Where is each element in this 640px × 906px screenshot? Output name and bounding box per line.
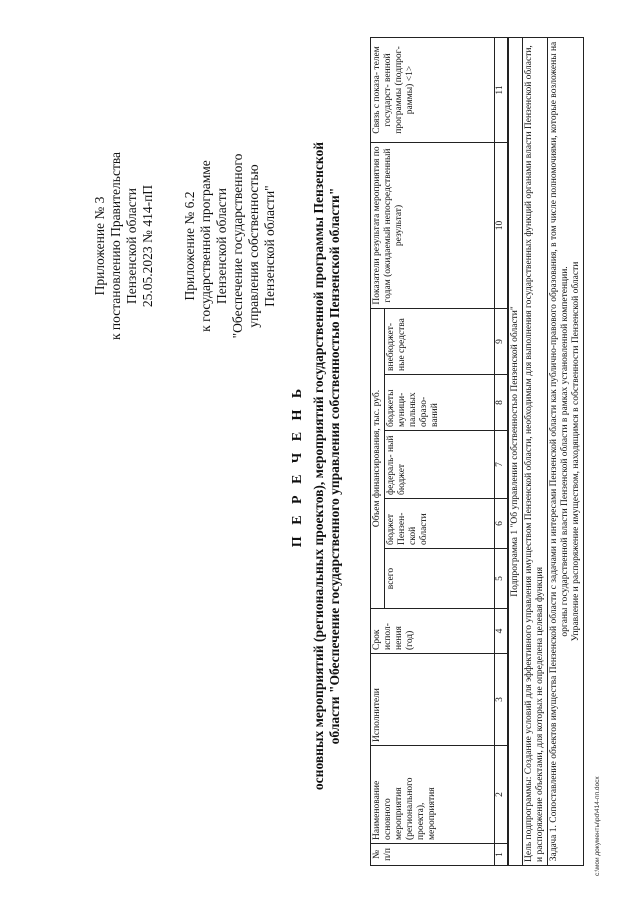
header-cell-results: Показатели результата мероприятия по годам (ожидаемый непосредственный результат)	[371, 142, 495, 308]
subprogram-row	[508, 37, 523, 865]
column-number: 4	[495, 609, 509, 654]
title-line: основных мероприятий (региональных проектов), мероприятий государственной программы Пензенской	[311, 141, 326, 791]
title-heading: П Е Р Е Ч Е Н Ь	[290, 384, 305, 548]
appendix-line: к постановлению Правительства	[108, 151, 123, 341]
title-line: области "Обеспечение государственного управления собственностью Пензенской области"	[327, 187, 342, 745]
header-cell-link: Связь с показа- телем государст- венной программы (подпрог- раммы) <1>	[371, 37, 495, 142]
column-number: 1	[495, 844, 509, 866]
appendix-line: Пензенской области"	[262, 185, 277, 307]
appendix-line: Пензенской области	[124, 188, 139, 304]
column-number: 6	[495, 499, 509, 549]
header-cell-federal-budget: федераль- ный бюджет	[385, 431, 495, 499]
appendix-line: 25.05.2023 № 414-пП	[140, 184, 155, 308]
subprogram-title: Подпрограмма 1 "Об управлении собственностью Пензенской области"	[508, 37, 523, 865]
header-cell-municipal-budget: бюджеты муници- пальных образо- ваний	[385, 375, 495, 431]
column-number: 2	[495, 746, 509, 844]
section-title: Управление и распоряжение имуществом, находящимся в собственности Пензенской области	[571, 261, 581, 642]
appendix-line: "Обеспечение государственного	[230, 153, 245, 339]
column-number: 5	[495, 549, 509, 609]
appendix-line: управления собственностью	[246, 164, 261, 328]
measures-table	[370, 37, 584, 866]
header-cell-number: № п/п	[371, 844, 495, 866]
column-number: 10	[495, 142, 509, 308]
header-cell-extrabudget: внебюджет- ные средства	[385, 308, 495, 374]
appendix-line: Пензенской области	[214, 188, 229, 304]
appendix-header-program	[182, 96, 278, 396]
column-number: 11	[495, 37, 509, 142]
column-number: 7	[495, 431, 509, 499]
column-number: 8	[495, 375, 509, 431]
column-number: 9	[495, 308, 509, 374]
header-cell-deadline: Срок испол- нения (год)	[371, 609, 495, 654]
task-cell	[548, 37, 584, 865]
header-cell-total: всего	[385, 549, 495, 609]
file-path-footer: c:\мои документы\pd\414-пп.docx	[594, 776, 601, 876]
header-cell-finance-group: Объем финансирования, тыс. руб.	[371, 308, 385, 608]
title-subtitle	[311, 66, 343, 866]
appendix-line: к государственной программе	[198, 160, 213, 332]
column-number: 3	[495, 654, 509, 746]
appendix-line: Приложение № 3	[92, 196, 107, 296]
header-row	[371, 37, 385, 865]
column-numbers-row	[495, 37, 509, 865]
task-row	[548, 37, 584, 865]
header-cell-regional-budget: бюджет Пензен- ской области	[385, 499, 495, 549]
appendix-line: Приложение № 6.2	[182, 191, 197, 301]
header-cell-name: Наименование основного мероприятия (регионального проекта), мероприятия	[371, 746, 495, 844]
header-cell-executors: Исполнители	[371, 654, 495, 746]
subprogram-goal: Цель подпрограммы: Создание условий для эффективного управления имуществом Пензенской области, необходимым для выполнения государственных функций органами власти Пензенской области, и распоряжение объектами, для которых не определена целевая функция	[523, 37, 548, 865]
appendix-header-resolution	[92, 96, 156, 396]
goal-row	[523, 37, 548, 865]
task-text: Задача 1. Сопоставление объектов имущества Пензенской области с задачами и интересами Пензенской области как публично-правового образования, в том числе полномочиями, которые возложены на органы государственной власти Пензенской области в рамках установленной компетенции.	[549, 41, 570, 862]
